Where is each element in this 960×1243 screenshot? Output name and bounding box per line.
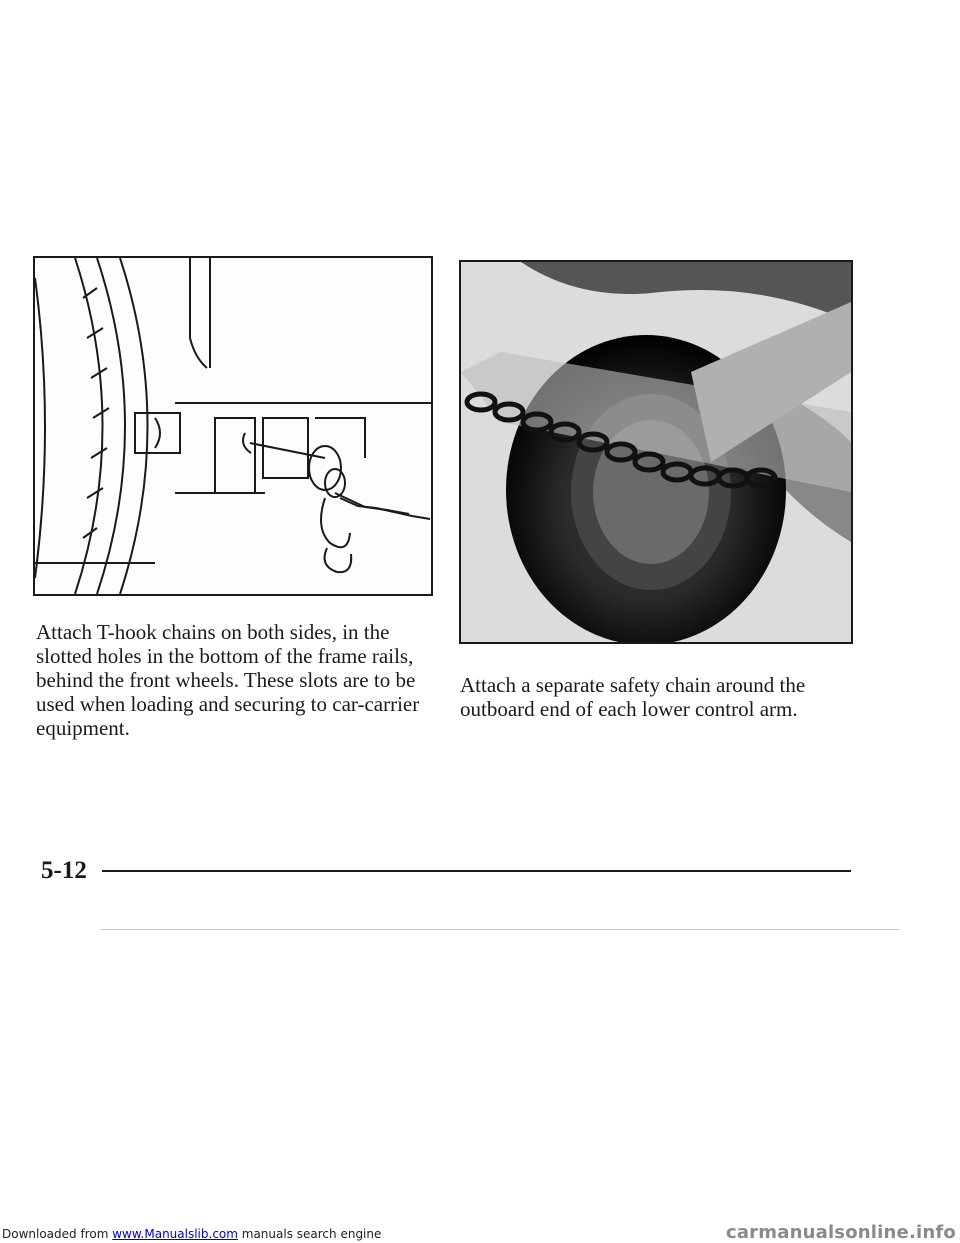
right-caption: Attach a separate safety chain around the outboard end of each lower control arm. — [460, 673, 806, 721]
safety-chain-photo — [459, 260, 853, 644]
wheel-chain-drawing — [461, 262, 851, 642]
faint-divider — [100, 929, 900, 930]
download-banner — [2, 1227, 381, 1241]
banner-suffix: manuals search engine — [237, 1227, 382, 1241]
page-number: 5-12 — [41, 857, 87, 884]
frame-rail-drawing — [35, 258, 431, 594]
footer-rule — [102, 870, 851, 872]
t-hook-chain-illustration — [33, 256, 433, 596]
watermark: carmanualsonline.info — [725, 1222, 956, 1243]
manualslib-link[interactable]: www.Manualslib.com — [112, 1227, 238, 1241]
left-caption: Attach T-hook chains on both sides, in the slotted holes in the bottom of the frame rails, behind the front wheels. These slots are to be used when loading and securing to car-carrier equipment. — [36, 620, 420, 740]
banner-prefix: Downloaded from — [2, 1227, 113, 1241]
